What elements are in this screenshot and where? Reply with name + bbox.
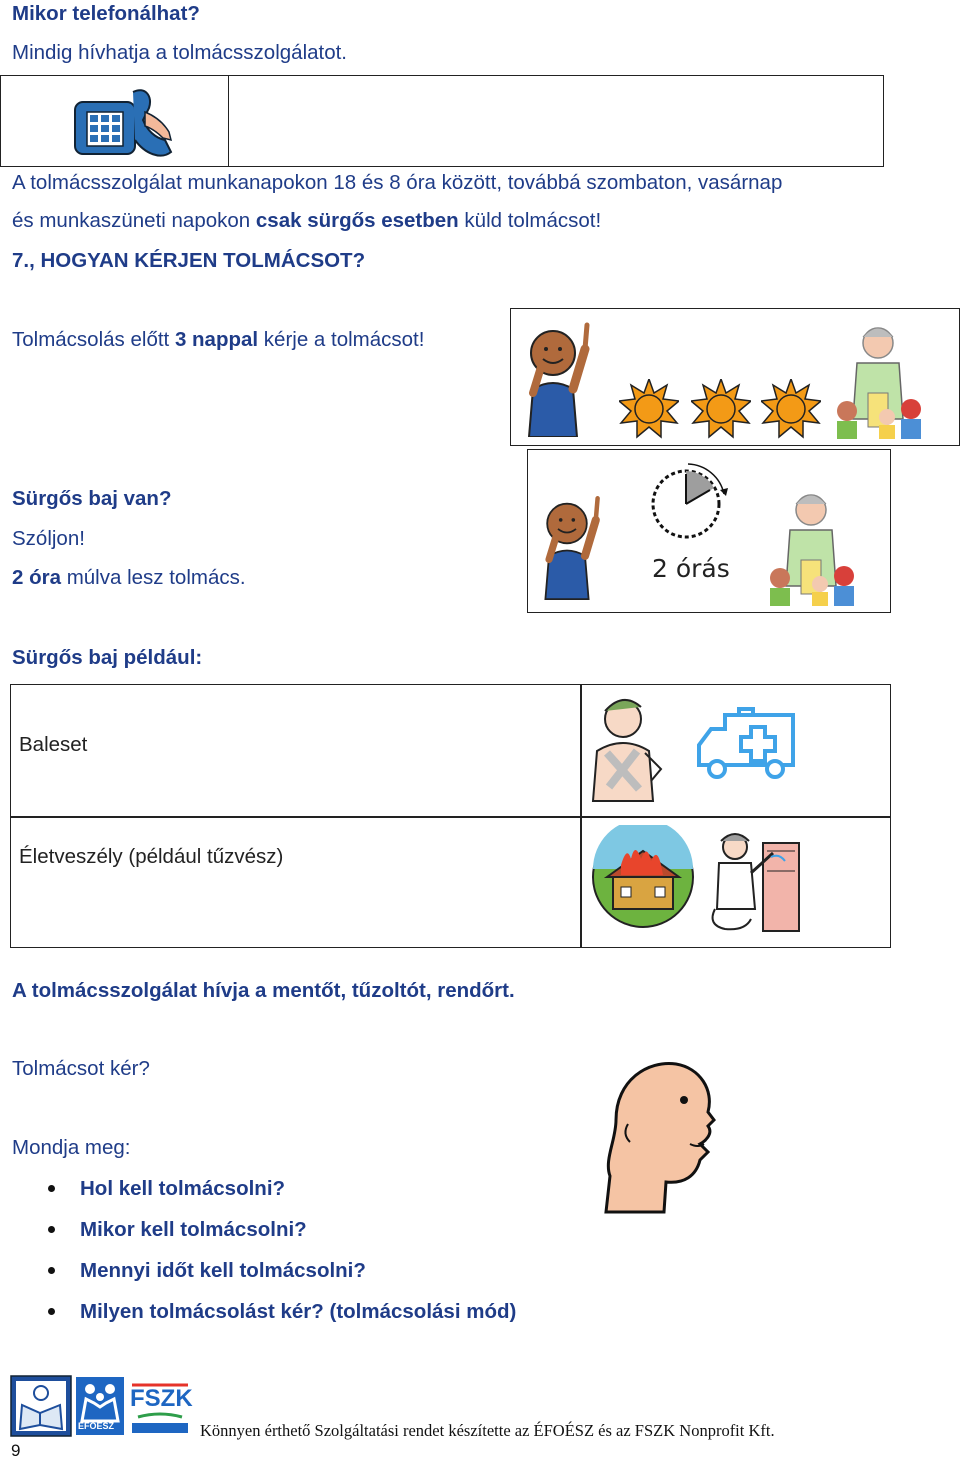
question-item: Milyen tolmácsolást kér? (tolmácsolási mód) bbox=[80, 1300, 517, 1323]
telephone-icon bbox=[73, 82, 173, 160]
fszk-logo-text: FSZK bbox=[130, 1385, 193, 1412]
child-raising-hand-icon bbox=[523, 319, 603, 437]
teacher-with-children-icon bbox=[766, 490, 856, 606]
question-item: Mikor kell tolmácsolni? bbox=[80, 1218, 307, 1241]
three-days-text: Tolmácsolás előtt 3 nappal kérje a tolmácsot! bbox=[12, 328, 425, 351]
bullet bbox=[48, 1308, 55, 1315]
hours-paragraph-line1: A tolmácsszolgálat munkanapokon 18 és 8 óra között, továbbá szombaton, vasárnap bbox=[12, 171, 783, 194]
two-hours-picture bbox=[527, 449, 891, 613]
example-label: Életveszély (például tűzvész) bbox=[19, 845, 284, 868]
service-note: A tolmácsszolgálat hívja a mentőt, tűzoltót, rendőrt. bbox=[12, 979, 515, 1002]
section-heading-7: 7., HOGYAN KÉRJEN TOLMÁCSOT? bbox=[12, 249, 366, 272]
examples-heading: Sürgős baj például: bbox=[12, 646, 203, 669]
house-fire-icon bbox=[591, 825, 695, 929]
clock-label: 2 órás bbox=[652, 554, 730, 583]
page-number: 9 bbox=[11, 1441, 21, 1460]
teacher-with-children-icon bbox=[833, 323, 923, 439]
section-heading: Mikor telefonálhat? bbox=[12, 2, 200, 25]
efoesz-logo bbox=[76, 1377, 124, 1435]
firefighter-icon bbox=[705, 823, 805, 933]
bullet bbox=[48, 1185, 55, 1192]
empty-cell bbox=[228, 75, 884, 167]
urgent-heading: Sürgős baj van? bbox=[12, 487, 172, 510]
example-label: Baleset bbox=[19, 733, 88, 756]
fszk-logo bbox=[128, 1377, 192, 1435]
bullet bbox=[48, 1267, 55, 1274]
easy-to-read-logo bbox=[10, 1375, 72, 1437]
phone-picture-cell bbox=[0, 75, 230, 167]
example-row-accident bbox=[10, 684, 582, 818]
question-item: Mennyi időt kell tolmácsolni? bbox=[80, 1259, 366, 1282]
sun-icon bbox=[761, 379, 821, 439]
question-item: Hol kell tolmácsolni? bbox=[80, 1177, 286, 1200]
tell-us-text: Mondja meg: bbox=[12, 1136, 131, 1159]
sun-icon bbox=[619, 379, 679, 439]
sun-icon bbox=[691, 379, 751, 439]
example-picture-accident bbox=[580, 684, 891, 818]
three-days-picture bbox=[510, 308, 960, 446]
example-picture-fire bbox=[580, 816, 891, 948]
bullet bbox=[48, 1226, 55, 1233]
injured-person-icon bbox=[587, 691, 667, 803]
two-hours-text: 2 óra múlva lesz tolmács. bbox=[12, 566, 246, 589]
clock-icon bbox=[646, 460, 730, 544]
example-row-fire bbox=[10, 816, 582, 948]
efoesz-logo-text: ÉFOÉSZ bbox=[78, 1421, 115, 1431]
speak-text: Szóljon! bbox=[12, 527, 85, 550]
always-call-text: Mindig hívhatja a tolmácsszolgálatot. bbox=[12, 41, 348, 64]
footer-credit: Könnyen érthető Szolgáltatási rendet készítette az ÉFOÉSZ és az FSZK Nonprofit Kft. bbox=[200, 1421, 775, 1440]
ask-question: Tolmácsot kér? bbox=[12, 1057, 150, 1080]
talking-head-icon bbox=[604, 1060, 720, 1216]
child-raising-hand-icon bbox=[540, 486, 612, 606]
hours-paragraph-line2: és munkaszüneti napokon csak sürgős esetben küld tolmácsot! bbox=[12, 209, 602, 232]
ambulance-icon bbox=[695, 707, 799, 781]
